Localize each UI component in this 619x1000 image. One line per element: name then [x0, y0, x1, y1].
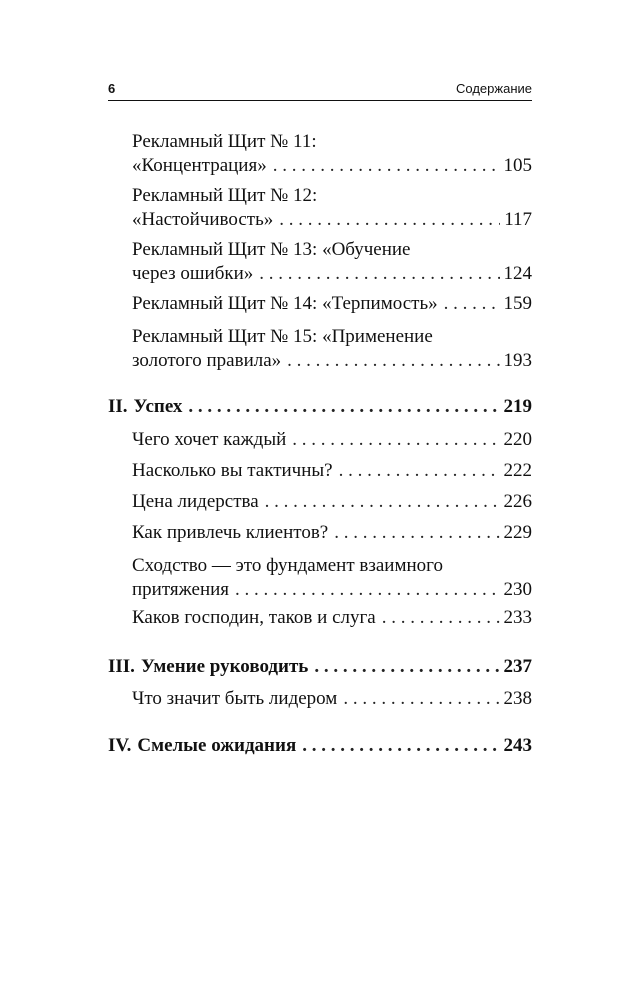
toc-section-title: Смелые ожидания — [137, 735, 297, 756]
section-number: IV. — [108, 735, 132, 756]
toc-entry[interactable] — [132, 687, 532, 711]
dot-leader — [279, 208, 500, 232]
toc-entry[interactable] — [132, 130, 532, 178]
toc-page-number: 237 — [503, 656, 532, 677]
dot-leader — [382, 606, 500, 630]
toc-page-number: 243 — [503, 735, 532, 756]
toc-section-entry[interactable] — [108, 734, 532, 758]
dot-leader — [343, 687, 499, 711]
toc-page-number: 159 — [503, 293, 532, 314]
toc-entry[interactable] — [132, 325, 532, 373]
toc-entry-title: золотого правила» — [132, 350, 282, 371]
dot-leader — [188, 395, 499, 419]
dot-leader — [444, 292, 500, 316]
dot-leader — [235, 578, 499, 602]
toc-section-entry[interactable] — [108, 395, 532, 419]
toc-page-number: 233 — [503, 607, 532, 628]
toc-entry[interactable] — [132, 459, 532, 483]
toc-entry-title: Как привлечь клиентов? — [132, 522, 329, 543]
toc-page-number: 193 — [503, 350, 532, 371]
toc-entry-title: Чего хочет каждый — [132, 429, 287, 450]
toc-entry-title-line: Рекламный Щит № 12: — [132, 185, 318, 206]
toc-page-number: 220 — [503, 429, 532, 450]
toc-page-number: 226 — [503, 491, 532, 512]
toc-page-number: 229 — [503, 522, 532, 543]
dot-leader — [273, 154, 500, 178]
toc-entry-title: Каков господин, таков и слуга — [132, 607, 376, 628]
toc-entry-title: через ошибки» — [132, 263, 254, 284]
toc-entry[interactable] — [132, 521, 532, 545]
toc-section-title: Успех — [133, 396, 183, 417]
toc-entry-title-line: Рекламный Щит № 13: «Обучение — [132, 239, 411, 260]
dot-leader — [287, 349, 499, 373]
running-header — [108, 78, 532, 101]
toc-entry-title-line: Рекламный Щит № 15: «Применение — [132, 326, 433, 347]
toc-page-number: 230 — [503, 579, 532, 600]
toc-entry[interactable] — [132, 554, 532, 602]
toc-entry-title: Что значит быть лидером — [132, 688, 338, 709]
toc-entry[interactable] — [132, 184, 532, 232]
dot-leader — [314, 655, 499, 679]
page-number: 6 — [108, 81, 116, 96]
toc-entry[interactable] — [132, 238, 532, 286]
toc-section-entry[interactable] — [108, 655, 532, 679]
toc-entry[interactable] — [132, 490, 532, 514]
toc-entry-title: притяжения — [132, 579, 230, 600]
toc-entry-title-line: Сходство — это фундамент взаимного — [132, 555, 443, 576]
toc-section-title: Умение руководить — [140, 656, 309, 677]
toc-entry-title: Рекламный Щит № 14: «Терпимость» — [132, 293, 438, 314]
toc-entry[interactable] — [132, 428, 532, 452]
toc-page-number: 238 — [503, 688, 532, 709]
toc-entry[interactable] — [132, 292, 532, 316]
toc-page-number: 117 — [504, 209, 532, 230]
dot-leader — [339, 459, 500, 483]
toc-page-number: 222 — [503, 460, 532, 481]
dot-leader — [265, 490, 500, 514]
dot-leader — [259, 262, 499, 286]
section-number: II. — [108, 396, 128, 417]
running-title: Содержание — [456, 81, 532, 96]
toc-entry-title: «Концентрация» — [132, 155, 267, 176]
toc-entry[interactable] — [132, 606, 532, 630]
section-number: III. — [108, 656, 135, 677]
toc-page-number: 105 — [503, 155, 532, 176]
dot-leader — [292, 428, 499, 452]
toc-entry-title: Насколько вы тактичны? — [132, 460, 333, 481]
toc-page-number: 219 — [503, 396, 532, 417]
toc-entry-title-line: Рекламный Щит № 11: — [132, 131, 317, 152]
dot-leader — [302, 734, 499, 758]
toc-page-number: 124 — [503, 263, 532, 284]
toc-entry-title: Цена лидерства — [132, 491, 259, 512]
dot-leader — [334, 521, 499, 545]
toc-entry-title: «Настойчивость» — [132, 209, 274, 230]
